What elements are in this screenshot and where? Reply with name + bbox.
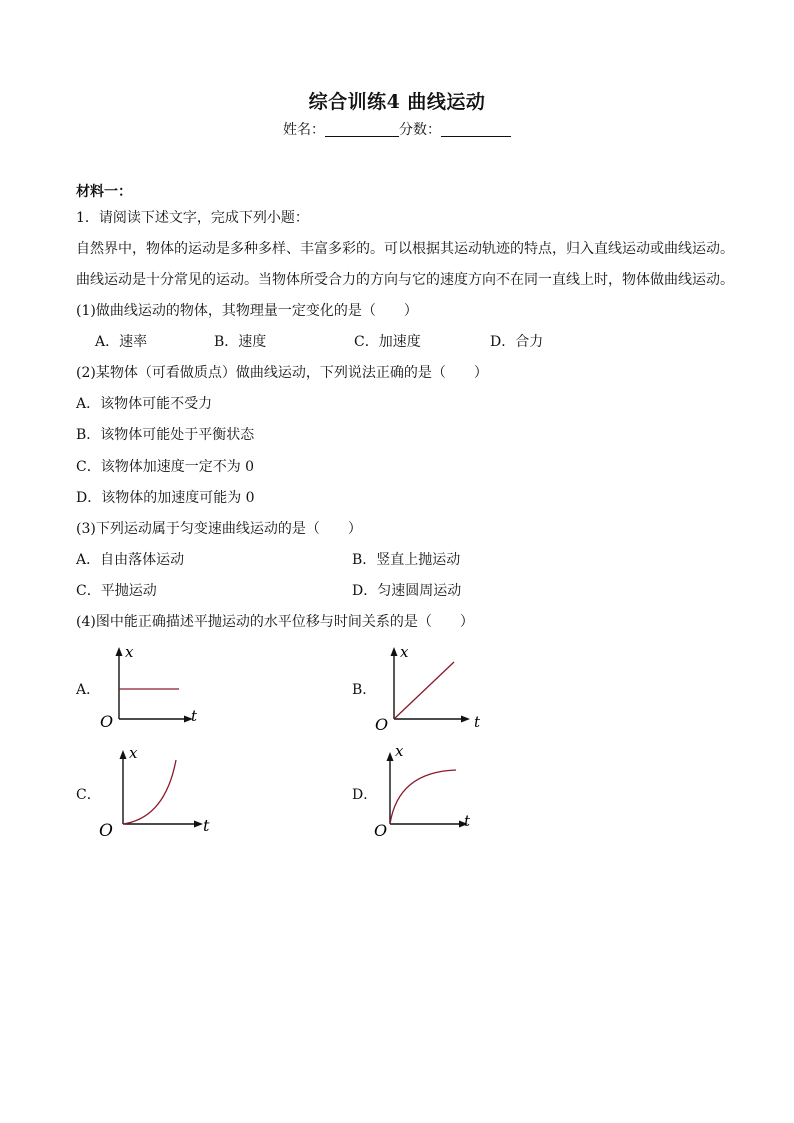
q1-option-c[interactable]: C．加速度 xyxy=(354,334,421,350)
q3-option-d[interactable]: D．匀速圆周运动 xyxy=(352,583,462,599)
q4-option-a[interactable]: A． xyxy=(76,682,101,698)
name-score-line xyxy=(0,119,794,139)
graph-a xyxy=(95,643,215,733)
name-blank[interactable] xyxy=(325,122,399,137)
q2-option-d[interactable]: D．该物体的加速度可能为 0 xyxy=(76,490,255,506)
graph-c xyxy=(95,742,220,842)
q2-option-b[interactable]: B．该物体可能处于平衡状态 xyxy=(76,427,255,443)
graph-d-origin: O xyxy=(374,821,388,840)
graph-a-y-arrow xyxy=(116,647,123,656)
q3-option-a[interactable]: A．自由落体运动 xyxy=(76,552,185,568)
q1-stem: (1)做曲线运动的物体，其物理量一定变化的是（ ） xyxy=(76,303,418,319)
q4-option-c[interactable]: C． xyxy=(76,787,101,803)
graph-d-y-arrow xyxy=(387,752,394,761)
name-label: 姓名： xyxy=(283,122,325,138)
q4-option-d[interactable]: D． xyxy=(352,787,378,803)
graph-d-x-label: t xyxy=(464,812,471,830)
graph-c-y-label: x xyxy=(129,744,138,762)
q4-option-b[interactable]: B． xyxy=(352,682,377,698)
material-heading: 材料一： xyxy=(76,184,132,200)
graph-c-y-arrow xyxy=(120,750,127,759)
q1-option-b[interactable]: B．速度 xyxy=(214,334,267,350)
q3-option-b[interactable]: B．竖直上抛运动 xyxy=(352,552,461,568)
question-intro: 1．请阅读下述文字，完成下列小题： xyxy=(76,210,309,226)
material-paragraph-1: 自然界中，物体的运动是多种多样、丰富多彩的。可以根据其运动轨迹的特点，归入直线运动或曲线运动。 xyxy=(76,241,734,257)
graph-d xyxy=(370,740,490,842)
q4-stem: (4)图中能正确描述平抛运动的水平位移与时间关系的是（ ） xyxy=(76,614,474,630)
graph-d-curve xyxy=(390,770,456,824)
graph-c-curve xyxy=(123,760,176,824)
graph-a-origin: O xyxy=(100,712,114,731)
graph-b xyxy=(370,641,490,735)
graph-c-x-label: t xyxy=(203,816,210,835)
graph-b-x-label: t xyxy=(474,713,481,731)
q2-stem: (2)某物体（可看做质点）做曲线运动，下列说法正确的是（ ） xyxy=(76,365,488,381)
score-blank[interactable] xyxy=(441,122,511,137)
graph-c-x-arrow xyxy=(194,821,203,828)
graph-c-origin: O xyxy=(99,821,113,841)
score-label: 分数： xyxy=(399,122,441,138)
q3-stem: (3)下列运动属于匀变速曲线运动的是（ ） xyxy=(76,521,362,537)
graph-b-y-label: x xyxy=(400,643,409,661)
q1-option-a[interactable]: A．速率 xyxy=(95,334,148,350)
q2-option-a[interactable]: A．该物体可能不受力 xyxy=(76,396,213,412)
graph-b-y-arrow xyxy=(391,647,398,656)
graph-a-y-label: x xyxy=(125,643,134,661)
q1-option-d[interactable]: D．合力 xyxy=(490,334,544,350)
graph-b-x-arrow xyxy=(461,716,470,723)
graph-b-origin: O xyxy=(375,715,389,734)
q3-option-c[interactable]: C．平抛运动 xyxy=(76,583,157,599)
material-paragraph-2: 曲线运动是十分常见的运动。当物体所受合力的方向与它的速度方向不在同一直线上时，物体做曲线运动。 xyxy=(76,272,734,288)
graph-a-x-label: t xyxy=(191,707,198,725)
page-title: 综合训练4 曲线运动 xyxy=(308,91,486,113)
graph-b-curve xyxy=(394,662,454,719)
q2-option-c[interactable]: C．该物体加速度一定不为 0 xyxy=(76,459,255,475)
graph-d-y-label: x xyxy=(395,742,404,760)
